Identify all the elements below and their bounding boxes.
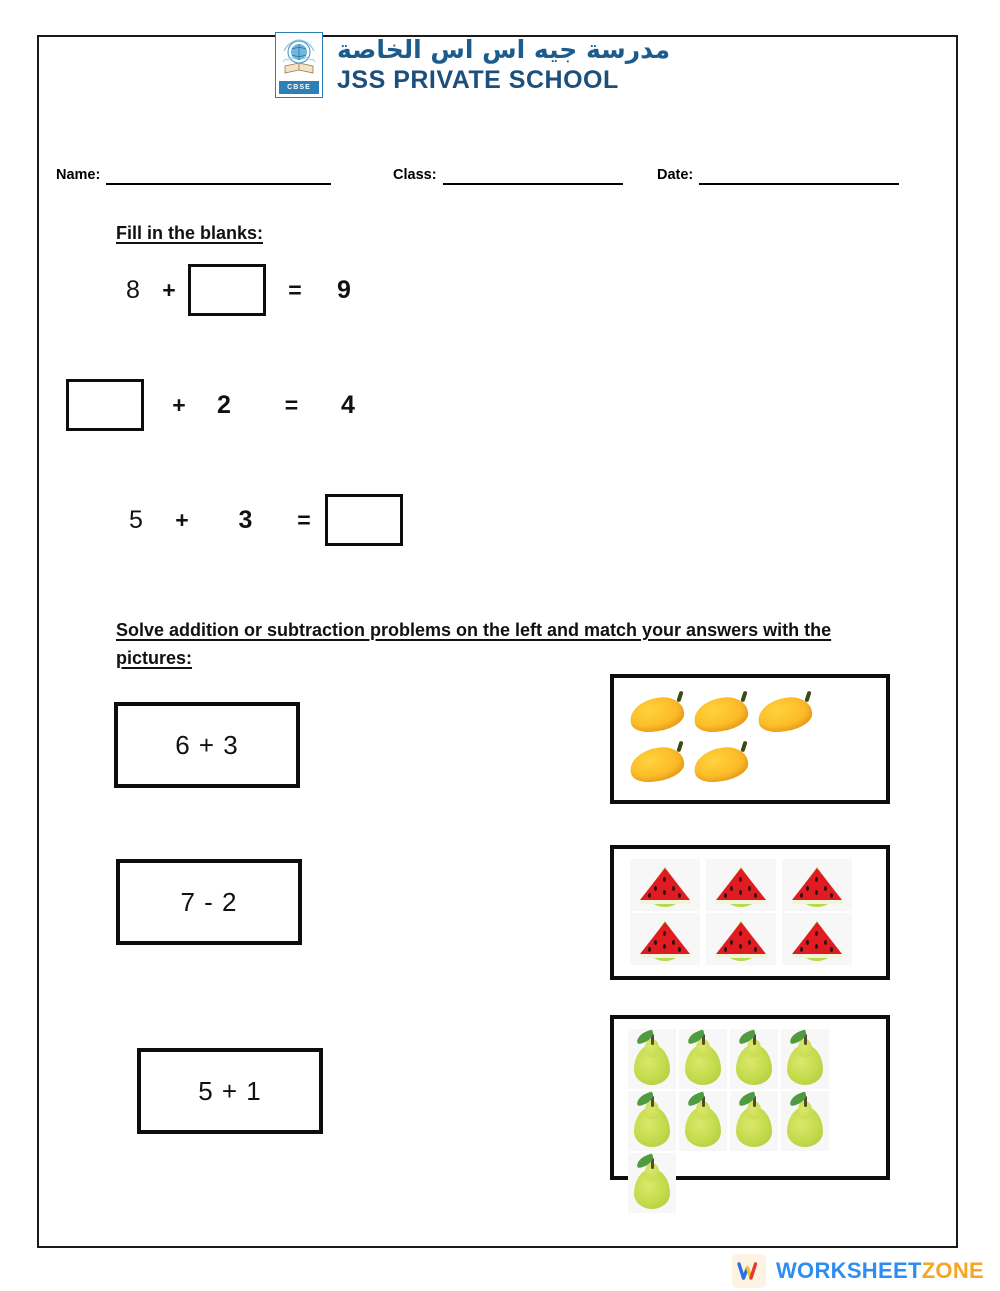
equation-3-answer-box[interactable]: [325, 494, 403, 546]
name-label: Name:: [56, 167, 101, 183]
pear-icon: [730, 1029, 778, 1089]
date-label: Date:: [657, 167, 694, 183]
date-input-line[interactable]: [699, 171, 899, 185]
brand-text-worksheet: WORKSHEET: [775, 1258, 922, 1283]
mango-icon: [628, 738, 688, 786]
problem-box-3[interactable]: [137, 1048, 323, 1134]
equation-2-answer-box[interactable]: [66, 379, 144, 431]
equation-3-left-term: 5: [129, 505, 143, 534]
watermelon-slice-icon: [706, 859, 776, 911]
equation-1-result: 9: [337, 275, 351, 304]
pear-icon: [730, 1091, 778, 1151]
equation-3-right-term: 3: [238, 505, 253, 534]
pear-icon: [679, 1029, 727, 1089]
equation-2-result: 4: [341, 390, 355, 419]
matching-section-heading: Solve addition or subtraction problems on the left and match your answers with the pictures:: [116, 620, 832, 668]
equation-2-equals-sign: =: [284, 391, 299, 418]
watermelon-grid: [626, 859, 874, 965]
mango-icon: [756, 688, 816, 736]
equation-1-equals-sign: =: [288, 276, 302, 303]
equation-2-right-term: 2: [217, 390, 231, 419]
pear-grid: [626, 1029, 874, 1213]
equation-2-operator: +: [172, 391, 186, 418]
class-label: Class:: [393, 167, 437, 183]
watermelon-slice-icon: [630, 859, 700, 911]
equation-3-equals-sign: =: [297, 506, 311, 533]
picture-box-watermelons[interactable]: [610, 845, 890, 980]
equation-row-2: [66, 379, 367, 431]
pear-icon: [781, 1029, 829, 1089]
worksheetzone-wordmark: [776, 1258, 984, 1284]
equation-1-operator: +: [162, 276, 176, 303]
name-input-line[interactable]: [106, 171, 331, 185]
brand-text-zone: ZONE: [921, 1258, 984, 1283]
mango-icon: [628, 688, 688, 736]
pear-icon: [628, 1091, 676, 1151]
picture-box-pears[interactable]: [610, 1015, 890, 1180]
watermelon-slice-icon: [630, 913, 700, 965]
date-field[interactable]: [657, 168, 899, 185]
fill-blanks-heading: Fill in the blanks:: [116, 223, 264, 243]
equation-3-operator: +: [175, 506, 189, 533]
name-field[interactable]: [56, 168, 331, 185]
equation-row-1: [116, 264, 364, 316]
picture-box-mangoes[interactable]: [610, 674, 890, 804]
school-name-block: [337, 34, 671, 94]
cbse-globe-book-emblem-icon: [279, 36, 319, 80]
school-logo: [275, 32, 323, 98]
mango-icon: [692, 738, 752, 786]
problem-box-2[interactable]: [116, 859, 302, 945]
pear-icon: [781, 1091, 829, 1151]
equation-1-answer-box[interactable]: [188, 264, 266, 316]
worksheetzone-footer[interactable]: [732, 1253, 984, 1289]
school-name-english: JSS PRIVATE SCHOOL: [337, 66, 619, 94]
problem-2-expression: 7 - 2: [180, 886, 238, 917]
problem-3-expression: 5 + 1: [198, 1075, 262, 1106]
class-field[interactable]: [393, 168, 623, 185]
student-info-row: [56, 165, 916, 195]
worksheetzone-w-logo-icon: [732, 1254, 766, 1288]
watermelon-slice-icon: [782, 859, 852, 911]
pear-icon: [628, 1029, 676, 1089]
equation-row-3: [116, 494, 403, 546]
logo-board-label: CBSE: [279, 81, 319, 94]
mango-grid: [626, 688, 874, 786]
pear-icon: [679, 1091, 727, 1151]
equation-1-left-term: 8: [126, 275, 140, 304]
watermelon-slice-icon: [706, 913, 776, 965]
problem-1-expression: 6 + 3: [175, 729, 239, 760]
problem-box-1[interactable]: [114, 702, 300, 788]
mango-icon: [692, 688, 752, 736]
pear-icon: [628, 1153, 676, 1213]
class-input-line[interactable]: [443, 171, 623, 185]
watermelon-slice-icon: [782, 913, 852, 965]
school-name-arabic: مدرسة جيه اس اس الخاصة: [337, 34, 671, 64]
school-header: [275, 20, 675, 110]
